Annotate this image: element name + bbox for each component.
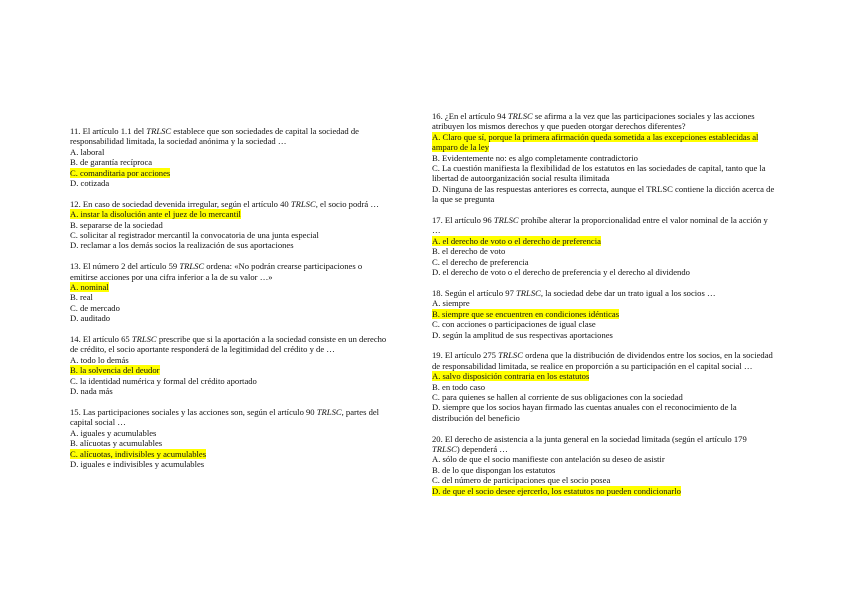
- stem-text: 15. Las participaciones sociales y las acciones son, según el artículo 90: [70, 406, 317, 417]
- answer-option: [70, 209, 390, 219]
- answer-option: [70, 428, 390, 438]
- answer-option: [432, 392, 776, 402]
- stem-text: , la sociedad debe dar un trato igual a los socios …: [540, 287, 716, 298]
- question-12: [70, 199, 390, 251]
- answer-option: [70, 449, 390, 459]
- answer-option: [432, 132, 776, 153]
- stem-text: 13. El número 2 del artículo 59: [70, 261, 180, 272]
- answer-option: [432, 465, 776, 475]
- question-18: [432, 288, 776, 340]
- question-stem: [70, 407, 390, 428]
- correct-answer-highlight: C. alícuotas, indivisibles y acumulables: [70, 448, 207, 459]
- answer-option: [432, 236, 776, 246]
- question-20: [432, 434, 776, 496]
- question-stem: [432, 215, 776, 236]
- answer-option: [432, 153, 776, 163]
- question-stem: [70, 334, 390, 355]
- answer-option: [432, 402, 776, 423]
- stem-text: establece que son sociedades de capital la sociedad de responsabilidad limitada, la sociedad anónima y la sociedad …: [70, 126, 359, 147]
- question-stem: [432, 288, 776, 298]
- answer-option: [432, 246, 776, 256]
- option-text: C. solicitar al registrador mercantil la convocatoria de una junta especial: [70, 230, 319, 241]
- correct-answer-highlight: A. nominal: [70, 282, 109, 293]
- answer-option: [70, 386, 390, 396]
- question-15: [70, 407, 390, 469]
- stem-text: 17. El artículo 96: [432, 215, 494, 226]
- stem-text: 14. El artículo 65: [70, 334, 132, 345]
- answer-option: [70, 303, 390, 313]
- option-text: C. con acciones o participaciones de igual clase: [432, 319, 596, 330]
- stem-text: ordena: «No podrán crearse participaciones o emitirse acciones por una cifra inferior a la de su valor …»: [70, 261, 363, 282]
- option-text: A. laboral: [70, 146, 105, 157]
- option-text: C. La cuestión manifiesta la flexibilidad de los estatutos en las sociedades de capital, tanto que la libertad de autoorganización social resulta ilimitada: [432, 163, 766, 184]
- answer-option: [432, 309, 776, 319]
- question-17: [432, 215, 776, 277]
- answer-option: [432, 486, 776, 496]
- answer-option: [70, 438, 390, 448]
- answer-option: [432, 371, 776, 381]
- option-text: D. auditado: [70, 313, 111, 324]
- question-stem: [70, 126, 390, 147]
- question-stem: [70, 199, 390, 209]
- option-text: D. Ninguna de las respuestas anteriores es correcta, aunque el TRLSC contiene la dicción acerca de la que se pregunta: [432, 183, 775, 205]
- option-text: A. iguales y acumulables: [70, 427, 157, 438]
- answer-option: [70, 240, 390, 250]
- law-abbrev: TRLSC: [507, 111, 533, 121]
- option-text: B. alícuotas y acumulables: [70, 438, 163, 449]
- answer-option: [70, 365, 390, 375]
- stem-text: 11. El artículo 1.1 del: [70, 126, 147, 136]
- option-text: A. todo lo demás: [70, 354, 129, 365]
- answer-option: [70, 292, 390, 302]
- question-14: [70, 334, 390, 396]
- option-text: B. separarse de la sociedad: [70, 219, 163, 230]
- answer-option: [70, 282, 390, 292]
- answer-option: [432, 257, 776, 267]
- law-abbrev: TRLSC: [316, 406, 342, 417]
- question-stem: [432, 434, 776, 455]
- answer-option: [432, 382, 776, 392]
- answer-option: [70, 220, 390, 230]
- option-text: D. nada más: [70, 386, 113, 397]
- law-abbrev: TRLSC: [146, 126, 172, 136]
- option-text: D. el derecho de voto o el derecho de preferencia y el derecho al dividendo: [432, 267, 690, 278]
- correct-answer-highlight: A. Claro que sí, porque la primera afirmación queda sometida a las excepciones establecidas al amparo de la ley: [432, 131, 759, 153]
- right-column: [432, 111, 776, 506]
- question-13: [70, 261, 390, 323]
- option-text: B. en todo caso: [432, 381, 485, 392]
- answer-option: [432, 267, 776, 277]
- answer-option: [70, 168, 390, 178]
- option-text: B. real: [70, 292, 93, 303]
- answer-option: [70, 355, 390, 365]
- stem-text: se afirma a la vez que las participaciones sociales y las acciones atribuyen los mismos derechos y que pueden otorgar derechos diferentes?: [432, 111, 755, 132]
- law-abbrev: TRLSC: [179, 261, 205, 272]
- answer-option: [432, 298, 776, 308]
- option-text: C. del número de participaciones que el socio posea: [432, 475, 611, 486]
- law-abbrev: TRLSC: [432, 443, 457, 454]
- stem-text: prescribe que si la aportación a la sociedad consiste en un derecho de crédito, el socio aportante responderá de la legitimidad del crédito y de …: [70, 334, 387, 355]
- stem-text: prohíbe alterar la proporcionalidad entre el valor nominal de la acción y …: [432, 215, 768, 236]
- option-text: D. iguales e indivisibles y acumulables: [70, 458, 205, 469]
- left-column: [70, 126, 390, 480]
- correct-answer-highlight: C. comanditaria por acciones: [70, 167, 171, 178]
- option-text: D. reclamar a los demás socios la realización de sus aportaciones: [70, 240, 294, 251]
- option-text: C. la identidad numérica y formal del crédito aportado: [70, 375, 257, 386]
- stem-text: 18. Según el artículo 97: [432, 287, 517, 298]
- answer-option: [432, 454, 776, 464]
- answer-option: [432, 330, 776, 340]
- law-abbrev: TRLSC: [516, 287, 541, 298]
- question-stem: [432, 350, 776, 371]
- answer-option: [70, 376, 390, 386]
- stem-text: , el socio podrá …: [315, 198, 379, 209]
- option-text: A. siempre: [432, 298, 470, 309]
- option-text: B. el derecho de voto: [432, 246, 506, 257]
- option-text: C. el derecho de preferencia: [432, 256, 529, 267]
- option-text: D. cotizada: [70, 178, 110, 189]
- correct-answer-highlight: D. de que el socio desee ejercerlo, los estatutos no pueden condicionarlo: [432, 485, 681, 496]
- answer-option: [70, 459, 390, 469]
- answer-option: [70, 157, 390, 167]
- answer-option: [70, 230, 390, 240]
- answer-option: [432, 319, 776, 329]
- question-19: [432, 350, 776, 423]
- correct-answer-highlight: B. la solvencia del deudor: [70, 365, 160, 376]
- law-abbrev: TRLSC: [498, 350, 523, 361]
- option-text: D. siempre que los socios hayan firmado las cuentas anuales con el reconocimiento de la distribución del beneficio: [432, 402, 737, 423]
- stem-text: 20. El derecho de asistencia a la junta general en la sociedad limitada (según el artículo 179: [432, 433, 747, 444]
- answer-option: [70, 178, 390, 188]
- correct-answer-highlight: A. salvo disposición contraria en los estatutos: [432, 371, 590, 382]
- stem-text: 12. En caso de sociedad devenida irregular, según el artículo 40: [70, 198, 291, 209]
- question-11: [70, 126, 390, 188]
- stem-text: 19. El artículo 275: [432, 350, 499, 361]
- question-16: [432, 111, 776, 205]
- correct-answer-highlight: A. el derecho de voto o el derecho de preferencia: [432, 235, 601, 246]
- option-text: C. para quienes se hallen al corriente de sus obligaciones con la sociedad: [432, 391, 683, 402]
- option-text: B. Evidentemente no: es algo completamente contradictorio: [432, 152, 638, 163]
- answer-option: [432, 184, 776, 205]
- stem-text: 16. ¿En el artículo 94: [432, 111, 508, 121]
- answer-option: [70, 313, 390, 323]
- answer-option: [70, 147, 390, 157]
- stem-text: , partes del capital social …: [70, 406, 380, 428]
- law-abbrev: TRLSC: [131, 334, 157, 345]
- question-stem: [432, 111, 776, 132]
- stem-text: ) dependerá …: [456, 443, 508, 454]
- correct-answer-highlight: A. instar la disolución ante el juez de lo mercantil: [70, 209, 241, 220]
- question-stem: [70, 261, 390, 282]
- answer-option: [432, 163, 776, 184]
- law-abbrev: TRLSC: [493, 215, 519, 226]
- correct-answer-highlight: B. siempre que se encuentren en condiciones idénticas: [432, 308, 620, 319]
- option-text: B. de lo que dispongan los estatutos: [432, 464, 556, 475]
- option-text: D. según la amplitud de sus respectivas aportaciones: [432, 329, 613, 340]
- answer-option: [432, 475, 776, 485]
- option-text: C. de mercado: [70, 302, 120, 313]
- stem-text: ordena que la distribución de dividendos entre los socios, en la sociedad de responsabilidad limitada, se realice en proporción a su participación en el capital social …: [432, 350, 773, 371]
- option-text: B. de garantía recíproca: [70, 157, 153, 168]
- option-text: A. sólo de que el socio manifieste con antelación su deseo de asistir: [432, 454, 665, 465]
- law-abbrev: TRLSC: [290, 198, 316, 209]
